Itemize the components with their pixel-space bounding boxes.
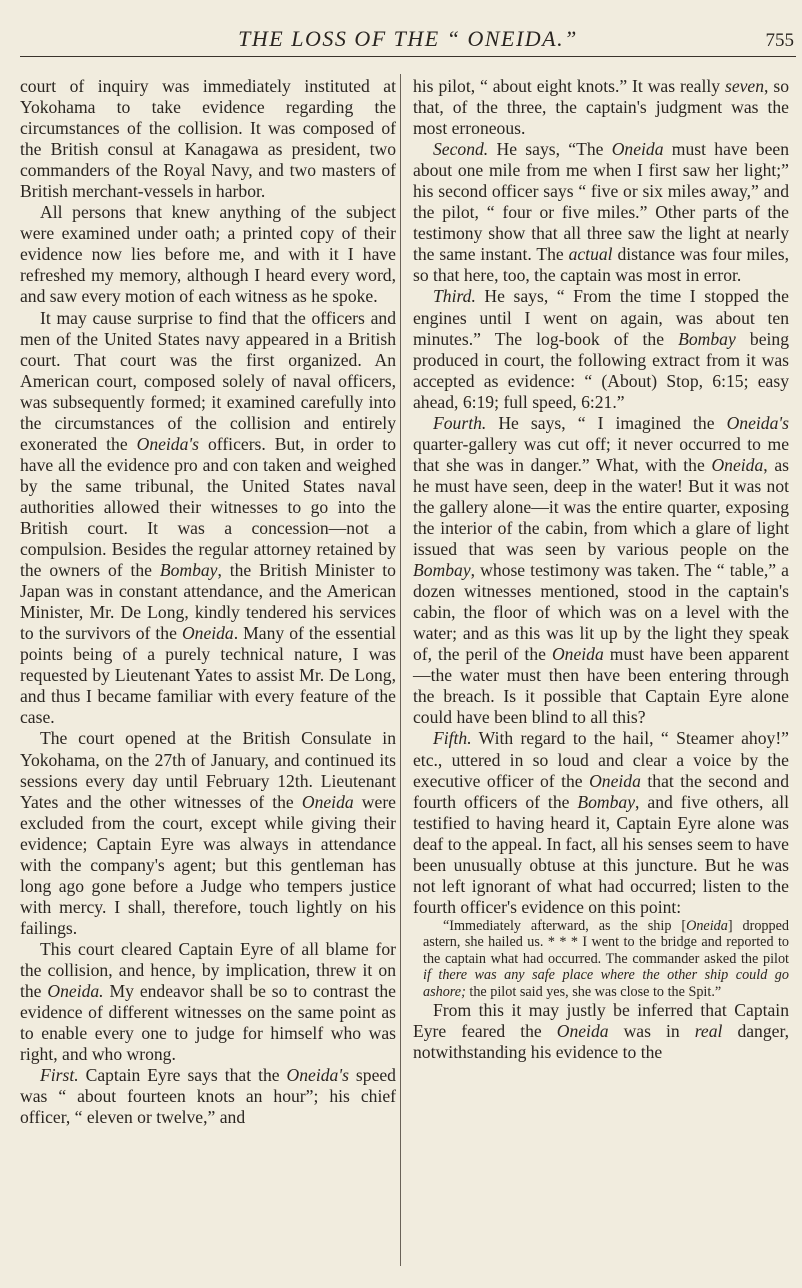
paragraph: Third. He says, “ From the time I stopped the engines until I went on again, was about ten minutes.” The log-book of the Bombay being produced in court, the following extract from it was accepted as evidence: “ (About) Stop, 6:15; easy ahead, 6:19; full speed, 6:21.” <box>413 286 789 412</box>
paragraph: First. Captain Eyre says that the Oneida's speed was “ about fourteen knots an hour”; his chief officer, “ eleven or twelve,” and <box>20 1065 396 1128</box>
running-title: THE LOSS OF THE “ ONEIDA.” <box>238 26 578 51</box>
paragraph: court of inquiry was immediately instituted at Yokohama to take evidence regarding the circumstances of the collision. It was composed of the British consul at Kanagawa as president, two commanders of the Royal Navy, and two masters of British merchant-vessels in harbor. <box>20 76 396 202</box>
paragraph: All persons that knew anything of the subject were examined under oath; a printed copy of their evidence now lies before me, and with it I have refreshed my memory, although I heard every word, and saw every motion of each witness as he spoke. <box>20 202 396 307</box>
paragraph: Fourth. He says, “ I imagined the Oneida's quarter-gallery was cut off; it never occurred to me that she was in danger.” What, with the Oneida, as he must have seen, deep in the water! But it was not the gallery alone—it was the entire quarter, exposing the interior of the cabin, from which a glare of light issued that was seen by various people on the Bombay, whose testimony was taken. The “ table,” a dozen witnesses mentioned, stood in the captain's cabin, the floor of which was on a level with the water; and as this was lit up by the light they speak of, the peril of the Oneida must have been apparent—the water must then have been entering through the breach. Is it possible that Captain Eyre alone could have been blind to all this? <box>413 412 789 728</box>
page-number: 755 <box>765 30 794 51</box>
paragraph: his pilot, “ about eight knots.” It was really seven, so that, of the three, the captain's judgment was the most erroneous. <box>413 76 789 139</box>
block-quote: “Immediately afterward, as the ship [Oneida] dropped astern, she hailed us. * * * I went to the bridge and reported to the captain what had occurred. The commander asked the pilot if there was any safe place where the other ship could go ashore; the pilot said yes, she was close to the Spit.” <box>423 917 790 1000</box>
column-divider <box>400 74 401 1266</box>
paragraph: Fifth. With regard to the hail, “ Steamer ahoy!” etc., uttered in so loud and clear a voice by the executive officer of the Oneida that the second and fourth officers of the Bombay, and five others, all testified to having heard it, Captain Eyre alone was deaf to the appeal. In fact, all his senses seem to have been unusually obtuse at this juncture. But he was not left ignorant of what had occurred; listen to the fourth officer's evidence on this point: <box>413 728 789 917</box>
paragraph: It may cause surprise to find that the officers and men of the United States navy appeared in a British court. That court was the first organized. An American court, composed solely of naval officers, was subsequently formed; it examined carefully into the circumstances of the collision and entirely exonerated the Oneida's officers. But, in order to have all the evidence pro and con taken and weighed by the same tribunal, the United States naval authorities allowed their witnesses to go into the British court. It was a concession—not a compulsion. Besides the regular attorney retained by the owners of the Bombay, the British Minister to Japan was in constant attendance, and the American Minister, Mr. De Long, kindly tendered his services to the survivors of the Oneida. Many of the essential points being of a purely technical nature, I was requested by Lieutenant Yates to assist Mr. De Long, and thus I became familiar with every feature of the case. <box>20 307 396 728</box>
paragraph: Second. He says, “The Oneida must have been about one mile from me when I first saw her light;” his second officer says “ five or six miles away,” and the pilot, “ four or five miles.” Other parts of the testimony show that all three saw the light at nearly the same instant. The actual distance was four miles, so that here, too, the captain was most in error. <box>413 139 789 286</box>
paragraph: The court opened at the British Consulate in Yokohama, on the 27th of January, and continued its sessions every day until February 12th. Lieutenant Yates and the other witnesses of the Oneida were excluded from the court, except while giving their evidence; Captain Eyre was always in attendance with the company's agent; but this gentleman has long ago gone before a Judge who tempers justice with mercy. I shall, therefore, touch lightly on his failings. <box>20 728 396 938</box>
page-header <box>20 22 796 57</box>
paragraph: This court cleared Captain Eyre of all blame for the collision, and hence, by implication, threw it on the Oneida. My endeavor shall be so to contrast the evidence of different witnesses on the same point as to enable every one to judge for himself who was right, and who wrong. <box>20 938 396 1065</box>
paragraph: From this it may justly be inferred that Captain Eyre feared the Oneida was in real danger, notwithstanding his evidence to the <box>413 1000 789 1063</box>
left-column <box>20 76 396 1128</box>
right-column <box>413 76 789 1064</box>
